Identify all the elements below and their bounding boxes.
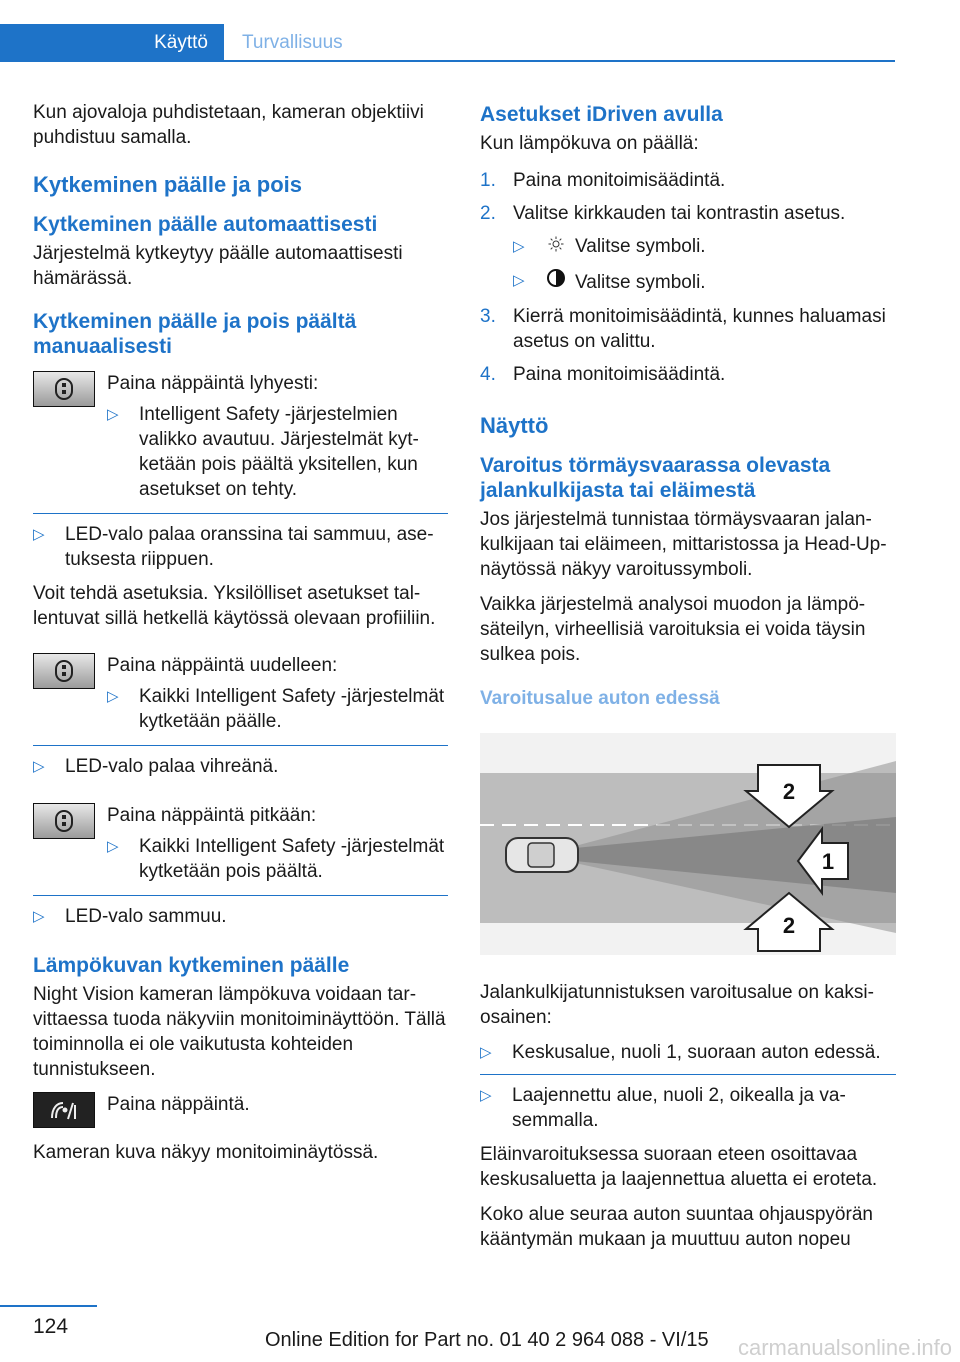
label-top: 2 <box>782 779 796 804</box>
right-column <box>480 100 896 1262</box>
warning-area-diagram <box>480 733 896 955</box>
car-icon <box>506 838 578 872</box>
list-item: 4. Paina monitoimisäädintä. <box>480 364 726 385</box>
press-button-block <box>33 1092 448 1128</box>
press-long-text: Paina näppäintä pitkään: <box>107 805 317 826</box>
warning-text-2: Vaikka järjestelmä analysoi muodon ja lämpösäteilyn, virheellisiä varoituksia ei voida täysin sulkea pois. <box>480 594 866 665</box>
heading-area: Varoitusalue auton edessä <box>480 688 720 709</box>
tab-kaytto[interactable]: Käyttö <box>0 24 224 62</box>
brightness-icon <box>545 234 567 259</box>
watermark: carmanualsonline.info <box>737 1335 952 1360</box>
safety-icon <box>51 658 77 684</box>
auto-text: Järjestelmä kytkeytyy päälle automaattisesti hämärässä. <box>33 243 403 289</box>
press-again-text: Paina näppäintä uudelleen: <box>107 655 338 676</box>
press-short-text: Paina näppäintä lyhyesti: <box>107 373 319 394</box>
heading-thermal: Lämpökuvan kytkeminen päälle <box>33 954 350 977</box>
tab-turvallisuus[interactable]: Turvallisuus <box>242 32 343 53</box>
heading-switch: Kytkeminen päälle ja pois <box>33 172 302 197</box>
triangle-bullet-icon: ▷ <box>107 688 119 705</box>
header-divider <box>0 60 895 62</box>
list-item: 1. Paina monitoimisäädintä. <box>480 170 726 191</box>
contrast-icon <box>545 268 567 295</box>
safety-button-image <box>33 371 95 407</box>
triangle-bullet-icon: ▷ <box>480 1087 492 1104</box>
camera-text: Kameran kuva näkyy monitoiminäytössä. <box>33 1142 379 1163</box>
left-column <box>33 100 448 1175</box>
safety-icon <box>51 808 77 834</box>
list-item: ▷ LED-valo sammuu. <box>33 906 227 927</box>
triangle-bullet-icon: ▷ <box>513 238 525 255</box>
heading-manual: Kytkeminen päälle ja pois päältä manuaalisesti <box>33 310 357 358</box>
thermal-text: Night Vision kameran lämpökuva voidaan tarvittaessa tuoda näkyviin monitoiminäyttöön. Tällä toiminnolla ei ole vaikutusta kohteiden tunnistukseen. <box>33 984 446 1080</box>
list-item: 2. Valitse kirkkauden tai kontrastin asetus. <box>480 203 846 224</box>
label-center: 1 <box>821 849 835 874</box>
edition-text: Online Edition for Part no. 01 40 2 964 088 - VI/15 <box>265 1329 709 1351</box>
list-item: ▷ Laajennettu alue, nuoli 2, oikealla ja vasemmalla. <box>480 1085 846 1131</box>
triangle-bullet-icon: ▷ <box>107 838 119 855</box>
intro-text: Kun ajovaloja puhdistetaan, kameran objektiivi puhdistuu samalla. <box>33 102 424 148</box>
label-bottom: 2 <box>782 913 796 938</box>
list-item: ▷ Valitse symboli. <box>513 236 706 257</box>
list-item: 3. Kierrä monitoimisäädintä, kunnes haluamasi asetus on valittu. <box>480 306 886 352</box>
triangle-bullet-icon: ▷ <box>107 406 119 423</box>
night-vision-button-image <box>33 1092 95 1128</box>
triangle-bullet-icon: ▷ <box>33 758 45 775</box>
press-short-block <box>33 371 448 511</box>
list-item: ▷ Intelligent Safety -järjestelmien valikko avautuu. Järjestelmät kytketään pois päältä yksitellen, kun asetukset on tehty. <box>107 404 419 500</box>
triangle-bullet-icon: ▷ <box>513 272 525 289</box>
safety-button-image <box>33 653 95 689</box>
divider <box>33 745 448 746</box>
heading-warning: Varoitus törmäysvaarassa olevasta jalankulkijasta tai eläimestä <box>480 454 831 502</box>
heading-idrive: Asetukset iDriven avulla <box>480 103 723 126</box>
triangle-bullet-icon: ▷ <box>480 1044 492 1061</box>
footer-divider <box>0 1305 97 1307</box>
area-text: Jalankulkijatunnistuksen varoitusalue on kaksiosainen: <box>480 982 874 1028</box>
safety-icon <box>51 376 77 402</box>
list-item: ▷ LED-valo palaa oranssina tai sammuu, asetuksesta riippuen. <box>33 524 434 570</box>
list-item: ▷ Valitse symboli. <box>513 268 896 295</box>
press-again-block <box>33 653 448 743</box>
triangle-bullet-icon: ▷ <box>33 908 45 925</box>
warning-text-1: Jos järjestelmä tunnistaa törmäysvaaran jalankulkijaan tai eläimeen, mittaristossa ja Head-Up-näytössä näkyy varoitussymboli. <box>480 509 887 580</box>
heading-display: Näyttö <box>480 413 549 438</box>
safety-button-image <box>33 803 95 839</box>
night-vision-icon <box>47 1098 81 1122</box>
divider <box>33 895 448 896</box>
list-item: ▷ Keskusalue, nuoli 1, suoraan auton edessä. <box>480 1042 881 1063</box>
triangle-bullet-icon: ▷ <box>33 526 45 543</box>
idrive-intro: Kun lämpökuva on päällä: <box>480 133 699 154</box>
list-item: ▷ Kaikki Intelligent Safety -järjestelmät kytketään pois päältä. <box>107 836 445 882</box>
list-item: ▷ Kaikki Intelligent Safety -järjestelmät kytketään päälle. <box>107 686 445 732</box>
press-button-text: Paina näppäintä. <box>107 1094 250 1115</box>
page-number: 124 <box>33 1315 69 1338</box>
follow-text: Koko alue seuraa auton suuntaa ohjauspyörän kääntymän mukaan ja muuttuu auton nopeu <box>480 1204 873 1250</box>
divider <box>33 513 448 514</box>
heading-auto: Kytkeminen päälle automaattisesti <box>33 213 378 236</box>
settings-text: Voit tehdä asetuksia. Yksilölliset asetukset tallentuvat sillä hetkellä käytössä olevaan profiiliin. <box>33 583 436 629</box>
divider <box>480 1074 896 1075</box>
page-header <box>0 0 895 62</box>
list-item: ▷ LED-valo palaa vihreänä. <box>33 756 279 777</box>
press-long-block <box>33 803 448 893</box>
animal-text: Eläinvaroituksessa suoraan eteen osoittavaa keskusaluetta ja laajennettua aluetta ei eroteta. <box>480 1144 878 1190</box>
